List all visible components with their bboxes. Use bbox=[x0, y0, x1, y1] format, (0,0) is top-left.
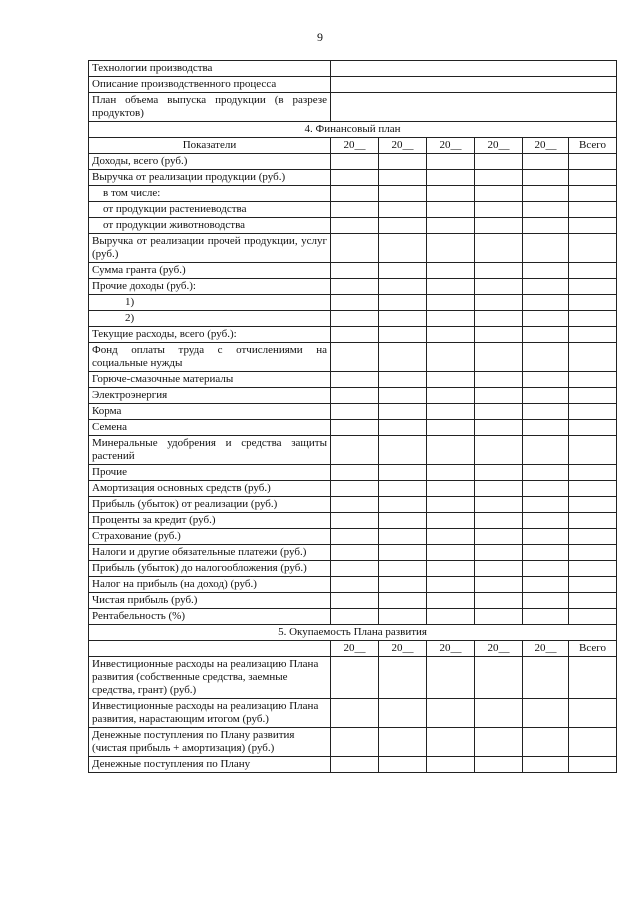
value-cell[interactable] bbox=[569, 420, 617, 436]
value-cell[interactable] bbox=[475, 311, 523, 327]
value-cell[interactable] bbox=[379, 497, 427, 513]
table-row bbox=[89, 545, 617, 561]
value-cell[interactable] bbox=[475, 593, 523, 609]
value-cell[interactable] bbox=[523, 311, 569, 327]
value-cell[interactable] bbox=[523, 404, 569, 420]
value-cell[interactable] bbox=[331, 561, 379, 577]
value-cell[interactable] bbox=[523, 295, 569, 311]
value-cell[interactable] bbox=[427, 728, 475, 757]
row-label: от продукции животноводства bbox=[89, 218, 331, 234]
row-label: Минеральные удобрения и средства защиты растений bbox=[89, 436, 331, 465]
value-cell[interactable] bbox=[427, 343, 475, 372]
value-cell[interactable] bbox=[523, 420, 569, 436]
value-cell[interactable] bbox=[569, 154, 617, 170]
row-label: Текущие расходы, всего (руб.): bbox=[89, 327, 331, 343]
value-cell[interactable] bbox=[475, 561, 523, 577]
value-cell[interactable] bbox=[569, 404, 617, 420]
value-cell[interactable] bbox=[379, 343, 427, 372]
value-cell[interactable] bbox=[427, 234, 475, 263]
value-cell[interactable] bbox=[379, 577, 427, 593]
header-year: 20__ bbox=[475, 641, 523, 657]
row-label: 2) bbox=[89, 311, 331, 327]
table-row bbox=[89, 388, 617, 404]
table-row bbox=[89, 513, 617, 529]
value-cell[interactable] bbox=[569, 327, 617, 343]
header-year: 20__ bbox=[475, 138, 523, 154]
value-cell[interactable] bbox=[523, 436, 569, 465]
value-cell[interactable] bbox=[379, 372, 427, 388]
row-label: Фонд оплаты труда с отчислениями на социальные нужды bbox=[89, 343, 331, 372]
row-label: Чистая прибыль (руб.) bbox=[89, 593, 331, 609]
table-row bbox=[89, 481, 617, 497]
value-cell[interactable] bbox=[331, 757, 379, 773]
value-cell[interactable] bbox=[331, 577, 379, 593]
value-cell[interactable] bbox=[523, 186, 569, 202]
value-cell[interactable] bbox=[475, 234, 523, 263]
table-row bbox=[89, 77, 617, 93]
value-cell[interactable] bbox=[331, 311, 379, 327]
section-title: 5. Окупаемость Плана развития bbox=[89, 625, 617, 641]
value-cell[interactable] bbox=[427, 513, 475, 529]
value-cell[interactable] bbox=[523, 170, 569, 186]
value-cell[interactable] bbox=[523, 372, 569, 388]
value-cell[interactable] bbox=[475, 186, 523, 202]
value-cell[interactable] bbox=[379, 728, 427, 757]
row-label: Денежные поступления по Плану bbox=[89, 757, 331, 773]
row-label: Денежные поступления по Плану развития (чистая прибыль + амортизация) (руб.) bbox=[89, 728, 331, 757]
value-cell[interactable] bbox=[379, 279, 427, 295]
value-cell[interactable] bbox=[379, 529, 427, 545]
value-cell[interactable] bbox=[523, 609, 569, 625]
value-cell[interactable] bbox=[331, 170, 379, 186]
value-cell[interactable] bbox=[569, 311, 617, 327]
value-cell[interactable] bbox=[569, 699, 617, 728]
section-title-row bbox=[89, 625, 617, 641]
value-cell[interactable] bbox=[475, 577, 523, 593]
table-row bbox=[89, 311, 617, 327]
value-cell[interactable] bbox=[379, 218, 427, 234]
value-cell[interactable] bbox=[475, 372, 523, 388]
row-label: от продукции растениеводства bbox=[89, 202, 331, 218]
row-label: Выручка от реализации прочей продукции, услуг (руб.) bbox=[89, 234, 331, 263]
value-cell[interactable] bbox=[523, 465, 569, 481]
row-label: Проценты за кредит (руб.) bbox=[89, 513, 331, 529]
value-cell[interactable] bbox=[331, 481, 379, 497]
header-indicator bbox=[89, 641, 331, 657]
table-row bbox=[89, 61, 617, 77]
table-row bbox=[89, 699, 617, 728]
table-row bbox=[89, 561, 617, 577]
value-cell[interactable] bbox=[427, 170, 475, 186]
value-cell[interactable] bbox=[569, 481, 617, 497]
table-row bbox=[89, 218, 617, 234]
value-cell[interactable] bbox=[475, 218, 523, 234]
value-cell[interactable] bbox=[569, 465, 617, 481]
value-cell[interactable] bbox=[379, 154, 427, 170]
value-cell[interactable] bbox=[427, 657, 475, 699]
row-label: Прибыль (убыток) до налогообложения (руб.) bbox=[89, 561, 331, 577]
value-cell[interactable] bbox=[379, 311, 427, 327]
table-header-row bbox=[89, 641, 617, 657]
value-cell[interactable] bbox=[523, 529, 569, 545]
header-year: 20__ bbox=[427, 138, 475, 154]
table-row bbox=[89, 170, 617, 186]
value-cell[interactable] bbox=[569, 757, 617, 773]
table-row bbox=[89, 436, 617, 465]
table-row bbox=[89, 93, 617, 122]
value-cell[interactable] bbox=[475, 202, 523, 218]
value-cell[interactable] bbox=[427, 388, 475, 404]
value-cell[interactable] bbox=[427, 481, 475, 497]
value-cell[interactable] bbox=[379, 327, 427, 343]
value-cell[interactable] bbox=[523, 327, 569, 343]
value-cell[interactable] bbox=[331, 154, 379, 170]
value-cell[interactable] bbox=[523, 202, 569, 218]
row-label: Инвестиционные расходы на реализацию Плана развития, нарастающим итогом (руб.) bbox=[89, 699, 331, 728]
value-cell[interactable] bbox=[475, 404, 523, 420]
value-cell[interactable] bbox=[379, 481, 427, 497]
value-cell[interactable] bbox=[427, 420, 475, 436]
row-label: Выручка от реализации продукции (руб.) bbox=[89, 170, 331, 186]
value-cell[interactable] bbox=[331, 513, 379, 529]
value-cell[interactable] bbox=[569, 513, 617, 529]
value-cell[interactable] bbox=[379, 170, 427, 186]
value-cell[interactable] bbox=[331, 218, 379, 234]
value-cell[interactable] bbox=[569, 295, 617, 311]
value-cell[interactable] bbox=[523, 263, 569, 279]
value-cell[interactable] bbox=[569, 279, 617, 295]
value-cell[interactable] bbox=[331, 77, 617, 93]
value-cell[interactable] bbox=[475, 436, 523, 465]
section-title-row bbox=[89, 122, 617, 138]
table-row bbox=[89, 609, 617, 625]
value-cell[interactable] bbox=[427, 311, 475, 327]
table-row bbox=[89, 577, 617, 593]
value-cell[interactable] bbox=[475, 497, 523, 513]
row-label: Сумма гранта (руб.) bbox=[89, 263, 331, 279]
value-cell[interactable] bbox=[331, 529, 379, 545]
row-label: Налоги и другие обязательные платежи (руб.) bbox=[89, 545, 331, 561]
row-label: Технологии производства bbox=[89, 61, 331, 77]
value-cell[interactable] bbox=[523, 497, 569, 513]
value-cell[interactable] bbox=[475, 388, 523, 404]
table-row bbox=[89, 529, 617, 545]
value-cell[interactable] bbox=[379, 234, 427, 263]
value-cell[interactable] bbox=[569, 388, 617, 404]
row-label: Доходы, всего (руб.) bbox=[89, 154, 331, 170]
value-cell[interactable] bbox=[569, 545, 617, 561]
header-total: Всего bbox=[569, 138, 617, 154]
value-cell[interactable] bbox=[379, 465, 427, 481]
value-cell[interactable] bbox=[475, 699, 523, 728]
value-cell[interactable] bbox=[331, 343, 379, 372]
value-cell[interactable] bbox=[427, 699, 475, 728]
value-cell[interactable] bbox=[569, 561, 617, 577]
row-label: Описание производственного процесса bbox=[89, 77, 331, 93]
value-cell[interactable] bbox=[379, 404, 427, 420]
table-row bbox=[89, 279, 617, 295]
value-cell[interactable] bbox=[427, 327, 475, 343]
value-cell[interactable] bbox=[569, 343, 617, 372]
value-cell[interactable] bbox=[331, 497, 379, 513]
table-row bbox=[89, 154, 617, 170]
value-cell[interactable] bbox=[569, 234, 617, 263]
value-cell[interactable] bbox=[475, 481, 523, 497]
row-label: Амортизация основных средств (руб.) bbox=[89, 481, 331, 497]
value-cell[interactable] bbox=[427, 497, 475, 513]
value-cell[interactable] bbox=[379, 545, 427, 561]
value-cell[interactable] bbox=[475, 529, 523, 545]
value-cell[interactable] bbox=[523, 513, 569, 529]
value-cell[interactable] bbox=[379, 561, 427, 577]
header-year: 20__ bbox=[331, 138, 379, 154]
value-cell[interactable] bbox=[379, 295, 427, 311]
value-cell[interactable] bbox=[331, 657, 379, 699]
header-year: 20__ bbox=[379, 138, 427, 154]
value-cell[interactable] bbox=[569, 263, 617, 279]
value-cell[interactable] bbox=[427, 577, 475, 593]
row-label: Корма bbox=[89, 404, 331, 420]
table-row bbox=[89, 234, 617, 263]
header-year: 20__ bbox=[379, 641, 427, 657]
table-row bbox=[89, 497, 617, 513]
value-cell[interactable] bbox=[475, 279, 523, 295]
value-cell[interactable] bbox=[523, 593, 569, 609]
value-cell[interactable] bbox=[475, 513, 523, 529]
value-cell[interactable] bbox=[331, 388, 379, 404]
table-row bbox=[89, 757, 617, 773]
value-cell[interactable] bbox=[475, 154, 523, 170]
value-cell[interactable] bbox=[569, 170, 617, 186]
value-cell[interactable] bbox=[379, 513, 427, 529]
value-cell[interactable] bbox=[331, 545, 379, 561]
value-cell[interactable] bbox=[569, 529, 617, 545]
value-cell[interactable] bbox=[379, 202, 427, 218]
table-row bbox=[89, 202, 617, 218]
value-cell[interactable] bbox=[523, 234, 569, 263]
header-year: 20__ bbox=[523, 138, 569, 154]
value-cell[interactable] bbox=[379, 657, 427, 699]
business-plan-table bbox=[88, 60, 617, 773]
value-cell[interactable] bbox=[427, 545, 475, 561]
value-cell[interactable] bbox=[379, 436, 427, 465]
value-cell[interactable] bbox=[569, 218, 617, 234]
table-row bbox=[89, 327, 617, 343]
value-cell[interactable] bbox=[569, 497, 617, 513]
value-cell[interactable] bbox=[569, 436, 617, 465]
value-cell[interactable] bbox=[331, 61, 617, 77]
table-row bbox=[89, 186, 617, 202]
value-cell[interactable] bbox=[523, 279, 569, 295]
row-label: 1) bbox=[89, 295, 331, 311]
value-cell[interactable] bbox=[427, 202, 475, 218]
value-cell[interactable] bbox=[475, 295, 523, 311]
table-row bbox=[89, 263, 617, 279]
table-row bbox=[89, 593, 617, 609]
table-row bbox=[89, 728, 617, 757]
value-cell[interactable] bbox=[475, 728, 523, 757]
value-cell[interactable] bbox=[379, 420, 427, 436]
value-cell[interactable] bbox=[475, 263, 523, 279]
value-cell[interactable] bbox=[427, 561, 475, 577]
value-cell[interactable] bbox=[475, 609, 523, 625]
value-cell[interactable] bbox=[379, 186, 427, 202]
value-cell[interactable] bbox=[523, 388, 569, 404]
value-cell[interactable] bbox=[475, 545, 523, 561]
value-cell[interactable] bbox=[331, 234, 379, 263]
row-label: Прочие доходы (руб.): bbox=[89, 279, 331, 295]
value-cell[interactable] bbox=[427, 593, 475, 609]
value-cell[interactable] bbox=[427, 404, 475, 420]
value-cell[interactable] bbox=[427, 372, 475, 388]
value-cell[interactable] bbox=[331, 186, 379, 202]
value-cell[interactable] bbox=[331, 593, 379, 609]
value-cell[interactable] bbox=[331, 372, 379, 388]
value-cell[interactable] bbox=[427, 529, 475, 545]
value-cell[interactable] bbox=[427, 218, 475, 234]
value-cell[interactable] bbox=[523, 343, 569, 372]
value-cell[interactable] bbox=[427, 436, 475, 465]
value-cell[interactable] bbox=[379, 593, 427, 609]
value-cell[interactable] bbox=[331, 279, 379, 295]
value-cell[interactable] bbox=[523, 728, 569, 757]
value-cell[interactable] bbox=[523, 545, 569, 561]
value-cell[interactable] bbox=[331, 436, 379, 465]
value-cell[interactable] bbox=[331, 327, 379, 343]
value-cell[interactable] bbox=[427, 186, 475, 202]
value-cell[interactable] bbox=[331, 404, 379, 420]
value-cell[interactable] bbox=[569, 372, 617, 388]
value-cell[interactable] bbox=[475, 757, 523, 773]
value-cell[interactable] bbox=[569, 657, 617, 699]
value-cell[interactable] bbox=[569, 186, 617, 202]
value-cell[interactable] bbox=[331, 295, 379, 311]
header-year: 20__ bbox=[523, 641, 569, 657]
table-row bbox=[89, 420, 617, 436]
table-row bbox=[89, 295, 617, 311]
row-label: Электроэнергия bbox=[89, 388, 331, 404]
value-cell[interactable] bbox=[475, 657, 523, 699]
value-cell[interactable] bbox=[331, 263, 379, 279]
row-label: Семена bbox=[89, 420, 331, 436]
value-cell[interactable] bbox=[379, 699, 427, 728]
value-cell[interactable] bbox=[379, 757, 427, 773]
value-cell[interactable] bbox=[331, 699, 379, 728]
value-cell[interactable] bbox=[523, 561, 569, 577]
header-total: Всего bbox=[569, 641, 617, 657]
header-indicator: Показатели bbox=[89, 138, 331, 154]
table-row bbox=[89, 657, 617, 699]
value-cell[interactable] bbox=[523, 657, 569, 699]
value-cell[interactable] bbox=[427, 263, 475, 279]
value-cell[interactable] bbox=[331, 728, 379, 757]
table-row bbox=[89, 465, 617, 481]
value-cell[interactable] bbox=[427, 465, 475, 481]
value-cell[interactable] bbox=[475, 420, 523, 436]
table-row bbox=[89, 372, 617, 388]
value-cell[interactable] bbox=[427, 154, 475, 170]
value-cell[interactable] bbox=[331, 420, 379, 436]
row-label: Горюче-смазочные материалы bbox=[89, 372, 331, 388]
value-cell[interactable] bbox=[523, 757, 569, 773]
row-label: Прибыль (убыток) от реализации (руб.) bbox=[89, 497, 331, 513]
table-header-row bbox=[89, 138, 617, 154]
value-cell[interactable] bbox=[523, 154, 569, 170]
row-label: Инвестиционные расходы на реализацию Плана развития (собственные средства, заемные средства, грант) (руб.) bbox=[89, 657, 331, 699]
value-cell[interactable] bbox=[427, 609, 475, 625]
table-row bbox=[89, 404, 617, 420]
value-cell[interactable] bbox=[523, 577, 569, 593]
row-label: Рентабельность (%) bbox=[89, 609, 331, 625]
value-cell[interactable] bbox=[475, 465, 523, 481]
row-label: Прочие bbox=[89, 465, 331, 481]
value-cell[interactable] bbox=[331, 465, 379, 481]
value-cell[interactable] bbox=[379, 609, 427, 625]
value-cell[interactable] bbox=[475, 170, 523, 186]
value-cell[interactable] bbox=[331, 93, 617, 122]
value-cell[interactable] bbox=[427, 295, 475, 311]
value-cell[interactable] bbox=[427, 757, 475, 773]
value-cell[interactable] bbox=[379, 388, 427, 404]
value-cell[interactable] bbox=[475, 343, 523, 372]
value-cell[interactable] bbox=[569, 728, 617, 757]
row-label: План объема выпуска продукции (в разрезе продуктов) bbox=[89, 93, 331, 122]
value-cell[interactable] bbox=[569, 593, 617, 609]
value-cell[interactable] bbox=[331, 609, 379, 625]
value-cell[interactable] bbox=[569, 202, 617, 218]
header-year: 20__ bbox=[331, 641, 379, 657]
value-cell[interactable] bbox=[523, 218, 569, 234]
header-year: 20__ bbox=[427, 641, 475, 657]
value-cell[interactable] bbox=[523, 481, 569, 497]
value-cell[interactable] bbox=[475, 327, 523, 343]
row-label: Налог на прибыль (на доход) (руб.) bbox=[89, 577, 331, 593]
value-cell[interactable] bbox=[523, 699, 569, 728]
row-label: в том числе: bbox=[89, 186, 331, 202]
row-label: Страхование (руб.) bbox=[89, 529, 331, 545]
value-cell[interactable] bbox=[569, 577, 617, 593]
value-cell[interactable] bbox=[331, 202, 379, 218]
section-title: 4. Финансовый план bbox=[89, 122, 617, 138]
value-cell[interactable] bbox=[379, 263, 427, 279]
table-row bbox=[89, 343, 617, 372]
page-number: 9 bbox=[317, 30, 323, 44]
value-cell[interactable] bbox=[569, 609, 617, 625]
value-cell[interactable] bbox=[427, 279, 475, 295]
